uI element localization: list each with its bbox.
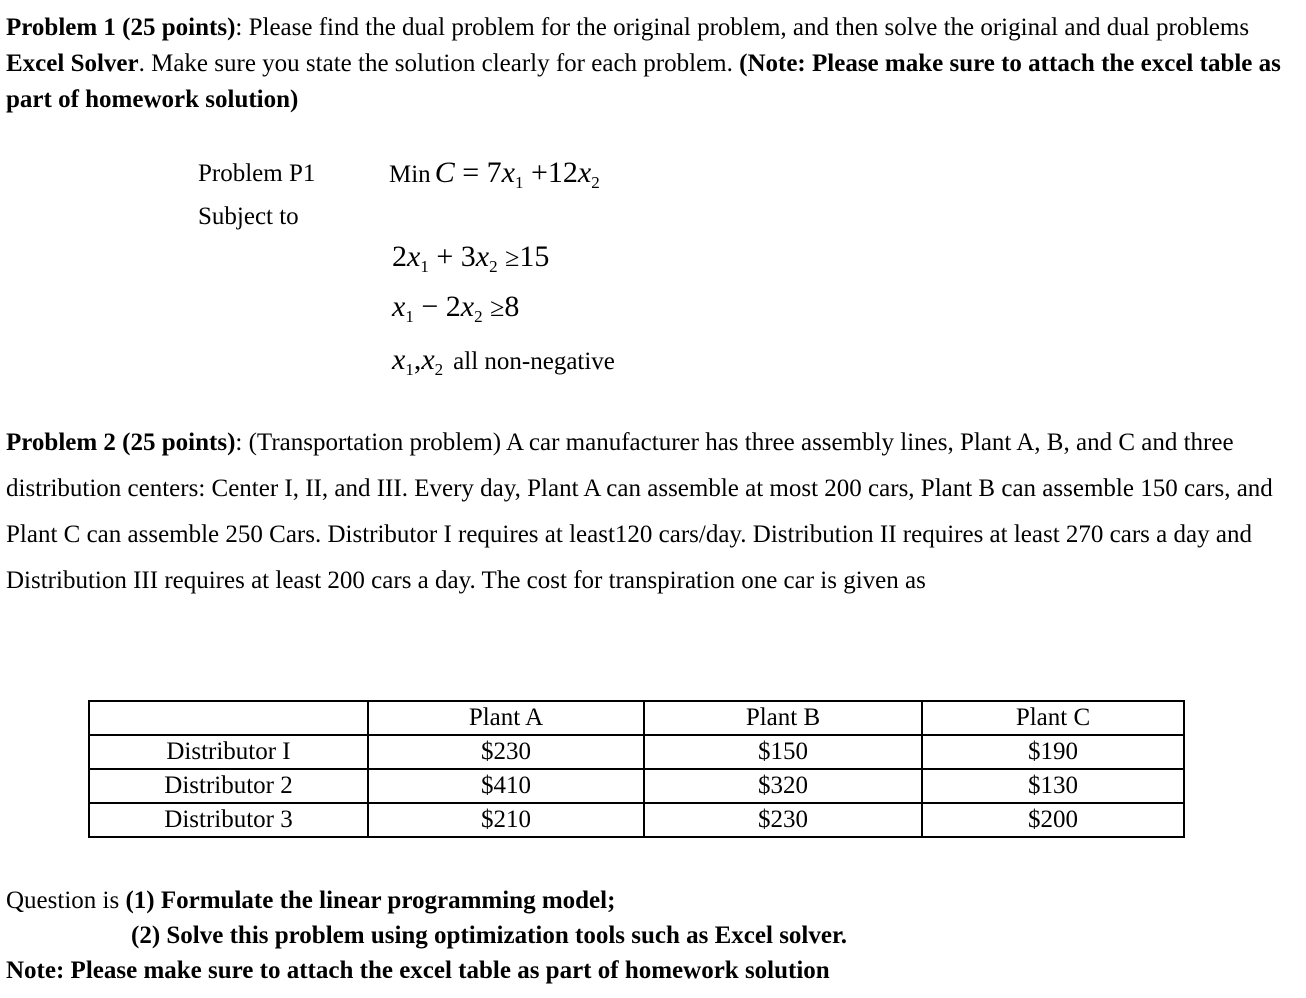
question-line-2	[6, 918, 1296, 953]
c1-rel: ≥	[505, 243, 520, 272]
questions-block	[6, 883, 1296, 988]
nonnegativity-constraint	[392, 343, 615, 377]
c2-var-2: x	[460, 290, 475, 323]
table-cell: $230	[368, 735, 644, 769]
header-plant-b: Plant B	[644, 701, 922, 735]
objective-sub-1: 1	[514, 173, 524, 192]
header-plant-a: Plant A	[368, 701, 644, 735]
row-label: Distributor 3	[89, 803, 368, 837]
excel-solver-label: Excel Solver	[6, 50, 139, 77]
table-cell: $190	[922, 735, 1184, 769]
objective-eq: =	[462, 156, 480, 189]
c1-sub-1: 1	[420, 257, 429, 276]
row-label: Distributor 2	[89, 769, 368, 803]
c1-var-1: x	[407, 240, 421, 273]
table-header-row	[89, 701, 1184, 735]
table-row	[89, 735, 1184, 769]
table-cell: $150	[644, 735, 922, 769]
c1-rhs: 15	[519, 240, 550, 273]
c2-coef-b: 2	[445, 290, 461, 323]
objective-var-1: x	[501, 156, 515, 189]
problem1-text2: . Make sure you state the solution clearly for each problem.	[138, 50, 740, 77]
question-note: Note: Please make sure to attach the excel table as part of homework solution	[6, 957, 830, 984]
row-label: Distributor I	[89, 735, 368, 769]
objective-function	[389, 156, 600, 190]
c2-var-1: x	[392, 290, 406, 323]
objective-prefix: Min	[389, 161, 431, 188]
c2-sub-2: 2	[474, 307, 483, 326]
c1-op: +	[436, 240, 454, 273]
question-line-1	[6, 883, 1296, 918]
nn-sub-1: 1	[405, 360, 414, 379]
question-note-line	[6, 953, 1296, 988]
table-cell: $410	[368, 769, 644, 803]
objective-plus: +	[530, 156, 548, 189]
c2-op: −	[421, 290, 439, 323]
table-corner-cell	[89, 701, 368, 735]
table-cell: $200	[922, 803, 1184, 837]
objective-expression	[434, 156, 600, 192]
objective-coef-2: 12	[547, 156, 578, 189]
constraint-2	[392, 290, 519, 324]
problem1-heading: Problem 1 (25 points)	[6, 14, 236, 41]
table-cell: $210	[368, 803, 644, 837]
nn-comma: ,	[413, 343, 422, 376]
c2-rhs: 8	[504, 290, 520, 323]
problem1-sep: :	[235, 14, 243, 41]
problem2-statement	[6, 420, 1296, 604]
question-2: (2) Solve this problem using optimization tools such as Excel solver.	[131, 922, 848, 949]
problem-p1-label: Problem P1	[198, 160, 316, 187]
c1-var-2: x	[475, 240, 490, 273]
problem2-heading: Problem 2 (25 points)	[6, 429, 236, 456]
objective-var-2: x	[577, 156, 592, 189]
table-cell: $320	[644, 769, 922, 803]
nonneg-text: all non-negative	[453, 348, 615, 375]
c1-coef-b: 3	[460, 240, 476, 273]
table-cell: $230	[644, 803, 922, 837]
problem2-text: (Transportation problem) A car manufacturer has three assembly lines, Plant A, B, and C and three distribution centers: Center I, II, and III. Every day, Plant A can assemble at most 200 cars, Plant B can assemble 150 cars, and Plant C can assemble 250 Cars. Distributor I requires at least120 cars/day. Distribution II requires at least 270 cars a day and Distribution III requires at least 200 cars a day. The cost for transpiration one car is given as	[6, 429, 1273, 594]
problem1-text1: Please find the dual problem for the original problem, and then solve the original and dual problems	[242, 14, 1250, 41]
objective-sub-2: 2	[591, 173, 600, 192]
nn-var-1: x	[392, 343, 406, 376]
c1-sub-2: 2	[489, 257, 498, 276]
table-cell: $130	[922, 769, 1184, 803]
c2-rel: ≥	[490, 293, 505, 322]
transportation-cost-table	[88, 700, 1185, 838]
table-row	[89, 803, 1184, 837]
question-prefix: Question is	[6, 887, 126, 914]
nn-sub-2: 2	[434, 360, 444, 379]
problem1-statement	[6, 10, 1296, 118]
objective-coef-1: 7	[486, 156, 502, 189]
c2-sub-1: 1	[405, 307, 414, 326]
nn-var-2: x	[421, 343, 435, 376]
problem1-note: (Note: Please make sure to attach the excel table as part of homework solution)	[6, 50, 1281, 113]
problem2-sep: :	[235, 429, 243, 456]
objective-lhs: C	[434, 156, 455, 189]
c1-coef-a: 2	[392, 240, 407, 273]
question-1: (1) Formulate the linear programming model;	[125, 887, 616, 914]
constraint-1	[392, 240, 549, 274]
header-plant-c: Plant C	[922, 701, 1184, 735]
subject-to-label: Subject to	[198, 203, 299, 230]
table-row	[89, 769, 1184, 803]
